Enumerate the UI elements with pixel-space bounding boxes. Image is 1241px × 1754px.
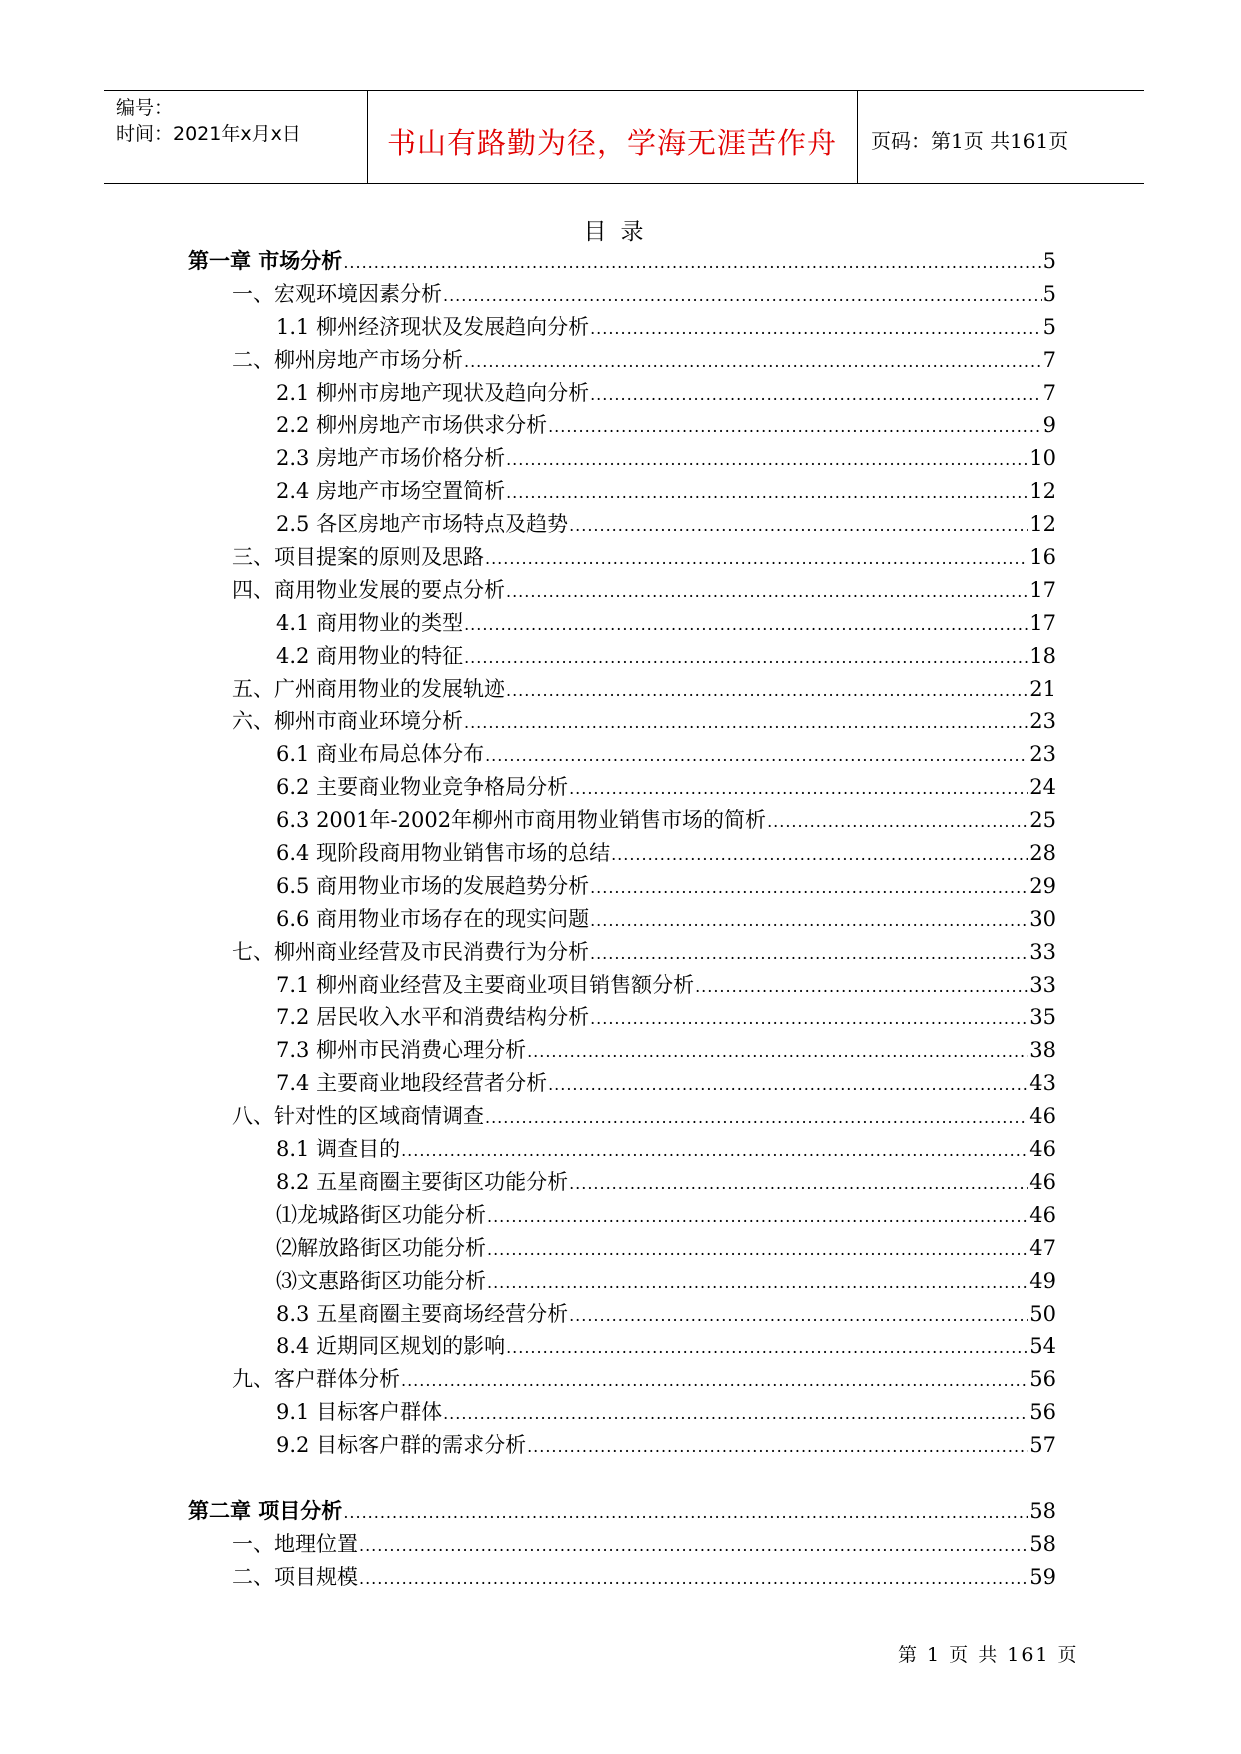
toc-entry-label: 三、项目提案的原则及思路 <box>232 545 484 570</box>
toc-entry-page: 23 <box>1029 709 1056 734</box>
toc-entry-page: 21 <box>1029 676 1056 701</box>
toc-leader-dots <box>487 1267 1028 1300</box>
toc-entry-page: 54 <box>1029 1334 1056 1359</box>
toc-entry-page: 17 <box>1029 610 1056 635</box>
toc-entry-page: 7 <box>1042 380 1056 405</box>
toc-entry-page: 56 <box>1029 1367 1056 1392</box>
toc-entry-page: 56 <box>1029 1400 1056 1425</box>
toc-entry-page: 57 <box>1029 1433 1056 1458</box>
toc-entry-label: 七、柳州商业经营及市民消费行为分析 <box>232 939 589 964</box>
toc-entry-label: ⑵解放路街区功能分析 <box>276 1235 486 1260</box>
toc-leader-dots <box>695 971 1028 1004</box>
toc-entry-label: 7.4 主要商业地段经营者分析 <box>276 1071 548 1096</box>
toc-leader-dots <box>527 1431 1028 1464</box>
toc-entry-page: 49 <box>1029 1268 1056 1293</box>
toc-entry[interactable] <box>188 508 1056 541</box>
toc-entry-page: 5 <box>1042 281 1056 306</box>
toc-entry[interactable] <box>188 1265 1056 1298</box>
toc-entry-page: 12 <box>1029 479 1056 504</box>
toc-leader-dots <box>506 675 1028 708</box>
toc-leader-dots <box>359 1563 1028 1596</box>
toc-leader-dots <box>359 1530 1028 1563</box>
toc-entry-label: 8.4 近期同区规划的影响 <box>276 1334 506 1359</box>
toc-entry-label: 7.2 居民收入水平和消费结构分析 <box>276 1005 590 1030</box>
toc-entry-label: 四、商用物业发展的要点分析 <box>232 577 505 602</box>
header-info-cell <box>104 91 368 183</box>
toc-leader-dots <box>506 1332 1028 1365</box>
toc-entry-label: 2.3 房地产市场价格分析 <box>276 446 506 471</box>
toc-entry[interactable] <box>188 1363 1056 1396</box>
toc-leader-dots <box>401 1365 1028 1398</box>
toc-entry[interactable] <box>188 1034 1056 1067</box>
toc-entry-label: ⑴龙城路街区功能分析 <box>276 1202 486 1227</box>
toc-leader-dots <box>485 1102 1028 1135</box>
toc-leader-dots <box>343 247 1041 280</box>
toc-leader-dots <box>569 1300 1028 1333</box>
table-of-contents <box>188 245 1056 1594</box>
toc-entry-page: 46 <box>1029 1169 1056 1194</box>
toc-spacer <box>188 1462 1056 1495</box>
page-footer: 第 1 页 共 161 页 <box>898 1644 1079 1666</box>
toc-entry-label: 8.2 五星商圈主要街区功能分析 <box>276 1169 569 1194</box>
toc-entry-page: 46 <box>1029 1202 1056 1227</box>
toc-entry-page: 33 <box>1029 939 1056 964</box>
toc-entry-page: 24 <box>1029 775 1056 800</box>
toc-entry-label: 2.1 柳州市房地产现状及趋向分析 <box>276 380 590 405</box>
toc-leader-dots <box>569 773 1028 806</box>
toc-entry-label: 6.4 现阶段商用物业销售市场的总结 <box>276 841 611 866</box>
toc-leader-dots <box>548 411 1042 444</box>
toc-entry-page: 38 <box>1029 1038 1056 1063</box>
toc-entry-page: 5 <box>1042 314 1056 339</box>
toc-entry[interactable] <box>188 705 1056 738</box>
toc-leader-dots <box>343 1497 1028 1530</box>
toc-entry[interactable] <box>188 1199 1056 1232</box>
toc-leader-dots <box>464 707 1028 740</box>
toc-entry-page: 7 <box>1042 347 1056 372</box>
toc-entry[interactable] <box>188 1100 1056 1133</box>
toc-entry[interactable] <box>188 1561 1056 1594</box>
toc-leader-dots <box>506 477 1028 510</box>
toc-leader-dots <box>487 1201 1028 1234</box>
toc-entry[interactable] <box>188 1067 1056 1100</box>
toc-entry[interactable] <box>188 541 1056 574</box>
toc-entry[interactable] <box>188 1396 1056 1429</box>
toc-leader-dots <box>506 444 1028 477</box>
toc-entry[interactable] <box>188 245 1056 278</box>
toc-leader-dots <box>590 379 1042 412</box>
toc-leader-dots <box>401 1135 1028 1168</box>
toc-entry-label: 4.1 商用物业的类型 <box>276 610 464 635</box>
toc-entry[interactable] <box>188 1166 1056 1199</box>
toc-leader-dots <box>443 1398 1028 1431</box>
toc-entry-page: 28 <box>1029 841 1056 866</box>
toc-entry[interactable] <box>188 969 1056 1002</box>
toc-entry-page: 46 <box>1029 1104 1056 1129</box>
toc-entry[interactable] <box>188 409 1056 442</box>
toc-leader-dots <box>590 872 1028 905</box>
toc-entry[interactable] <box>188 1495 1056 1528</box>
toc-entry-page: 29 <box>1029 873 1056 898</box>
toc-entry[interactable] <box>188 1330 1056 1363</box>
toc-leader-dots <box>548 1069 1028 1102</box>
toc-entry[interactable] <box>188 936 1056 969</box>
toc-entry-label: 4.2 商用物业的特征 <box>276 643 464 668</box>
toc-entry-label: 第二章 项目分析 <box>188 1497 343 1523</box>
toc-leader-dots <box>487 1234 1028 1267</box>
toc-entry-page: 30 <box>1029 906 1056 931</box>
number-label: 编号： <box>116 97 174 119</box>
toc-entry-page: 58 <box>1029 1498 1056 1523</box>
toc-leader-dots <box>611 839 1028 872</box>
toc-entry-page: 46 <box>1029 1137 1056 1162</box>
toc-entry[interactable] <box>188 1429 1056 1462</box>
toc-entry[interactable] <box>188 344 1056 377</box>
toc-entry-page: 10 <box>1029 446 1056 471</box>
toc-entry-label: 6.5 商用物业市场的发展趋势分析 <box>276 873 590 898</box>
toc-leader-dots <box>485 543 1028 576</box>
toc-entry-page: 58 <box>1029 1531 1056 1556</box>
toc-entry-page: 43 <box>1029 1071 1056 1096</box>
toc-entry-label: 8.3 五星商圈主要商场经营分析 <box>276 1301 569 1326</box>
toc-entry-page: 59 <box>1029 1564 1056 1589</box>
toc-entry-page: 33 <box>1029 972 1056 997</box>
toc-entry[interactable] <box>188 870 1056 903</box>
toc-entry[interactable] <box>188 804 1056 837</box>
toc-leader-dots <box>485 740 1028 773</box>
page-code: 页码：第1页 共161页 <box>871 129 1069 153</box>
toc-entry[interactable] <box>188 1133 1056 1166</box>
toc-entry-label: 六、柳州市商业环境分析 <box>232 709 463 734</box>
toc-entry[interactable] <box>188 311 1056 344</box>
toc-entry-label: 2.4 房地产市场空置简析 <box>276 479 506 504</box>
toc-leader-dots <box>590 313 1042 346</box>
toc-entry[interactable] <box>188 607 1056 640</box>
toc-leader-dots <box>464 642 1028 675</box>
toc-entry-label: ⑶文惠路街区功能分析 <box>276 1268 486 1293</box>
toc-entry[interactable] <box>188 442 1056 475</box>
toc-leader-dots <box>590 905 1028 938</box>
toc-entry[interactable] <box>188 1528 1056 1561</box>
toc-leader-dots <box>590 1003 1028 1036</box>
toc-entry[interactable] <box>188 574 1056 607</box>
toc-group-chapter-1 <box>188 245 1056 1462</box>
toc-entry[interactable] <box>188 1001 1056 1034</box>
document-header <box>104 90 1144 184</box>
motto-text: 书山有路勤为径，学海无涯苦作舟 <box>386 126 837 160</box>
toc-entry[interactable] <box>188 673 1056 706</box>
toc-entry-label: 二、柳州房地产市场分析 <box>232 347 463 372</box>
toc-entry[interactable] <box>188 475 1056 508</box>
toc-entry-page: 18 <box>1029 643 1056 668</box>
toc-entry-label: 8.1 调查目的 <box>276 1137 401 1162</box>
toc-entry-label: 6.3 2001年-2002年柳州市商用物业销售市场的简析 <box>276 808 767 833</box>
toc-entry-label: 九、客户群体分析 <box>232 1367 400 1392</box>
toc-leader-dots <box>464 346 1042 379</box>
toc-entry[interactable] <box>188 837 1056 870</box>
toc-entry[interactable] <box>188 771 1056 804</box>
toc-entry[interactable] <box>188 278 1056 311</box>
toc-group-chapter-2 <box>188 1495 1056 1594</box>
toc-entry-page: 25 <box>1029 808 1056 833</box>
toc-entry-page: 17 <box>1029 577 1056 602</box>
toc-entry[interactable] <box>188 903 1056 936</box>
toc-leader-dots <box>569 1168 1028 1201</box>
toc-entry-label: 八、针对性的区域商情调查 <box>232 1104 484 1129</box>
toc-entry[interactable] <box>188 377 1056 410</box>
toc-entry-label: 第一章 市场分析 <box>188 248 343 273</box>
toc-entry-label: 2.2 柳州房地产市场供求分析 <box>276 413 548 438</box>
toc-entry-label: 9.2 目标客户群的需求分析 <box>276 1433 527 1458</box>
toc-entry-label: 五、广州商用物业的发展轨迹 <box>232 676 505 701</box>
toc-entry-label: 7.1 柳州商业经营及主要商业项目销售额分析 <box>276 972 695 997</box>
toc-entry-page: 47 <box>1029 1235 1056 1260</box>
toc-entry[interactable] <box>188 738 1056 771</box>
toc-entry-label: 二、项目规模 <box>232 1564 358 1589</box>
toc-title: 目录 <box>583 219 658 245</box>
toc-entry-page: 50 <box>1029 1301 1056 1326</box>
toc-entry[interactable] <box>188 1232 1056 1265</box>
toc-entry-page: 23 <box>1029 742 1056 767</box>
toc-leader-dots <box>527 1036 1028 1069</box>
toc-entry-label: 6.6 商用物业市场存在的现实问题 <box>276 906 590 931</box>
toc-entry-label: 7.3 柳州市民消费心理分析 <box>276 1038 527 1063</box>
toc-leader-dots <box>569 510 1028 543</box>
toc-entry-page: 35 <box>1029 1005 1056 1030</box>
toc-entry-label: 6.1 商业布局总体分布 <box>276 742 485 767</box>
toc-entry-label: 一、宏观环境因素分析 <box>232 281 442 306</box>
toc-leader-dots <box>443 280 1042 313</box>
toc-entry[interactable] <box>188 640 1056 673</box>
toc-entry-label: 6.2 主要商业物业竞争格局分析 <box>276 775 569 800</box>
toc-entry-label: 2.5 各区房地产市场特点及趋势 <box>276 512 569 537</box>
toc-entry-page: 16 <box>1029 545 1056 570</box>
header-motto-cell <box>367 91 858 183</box>
toc-entry-label: 1.1 柳州经济现状及发展趋向分析 <box>276 314 590 339</box>
toc-leader-dots <box>506 576 1028 609</box>
toc-entry-page: 5 <box>1042 249 1056 273</box>
toc-leader-dots <box>590 938 1028 971</box>
toc-entry-label: 一、地理位置 <box>232 1531 358 1556</box>
toc-leader-dots <box>767 806 1028 839</box>
time-label: 时间：2021年x月x日 <box>116 123 301 145</box>
toc-entry-page: 9 <box>1042 413 1056 438</box>
toc-entry-page: 12 <box>1029 512 1056 537</box>
toc-leader-dots <box>464 609 1028 642</box>
toc-entry[interactable] <box>188 1298 1056 1331</box>
toc-entry-label: 9.1 目标客户群体 <box>276 1400 443 1425</box>
header-page-cell <box>859 91 1144 183</box>
